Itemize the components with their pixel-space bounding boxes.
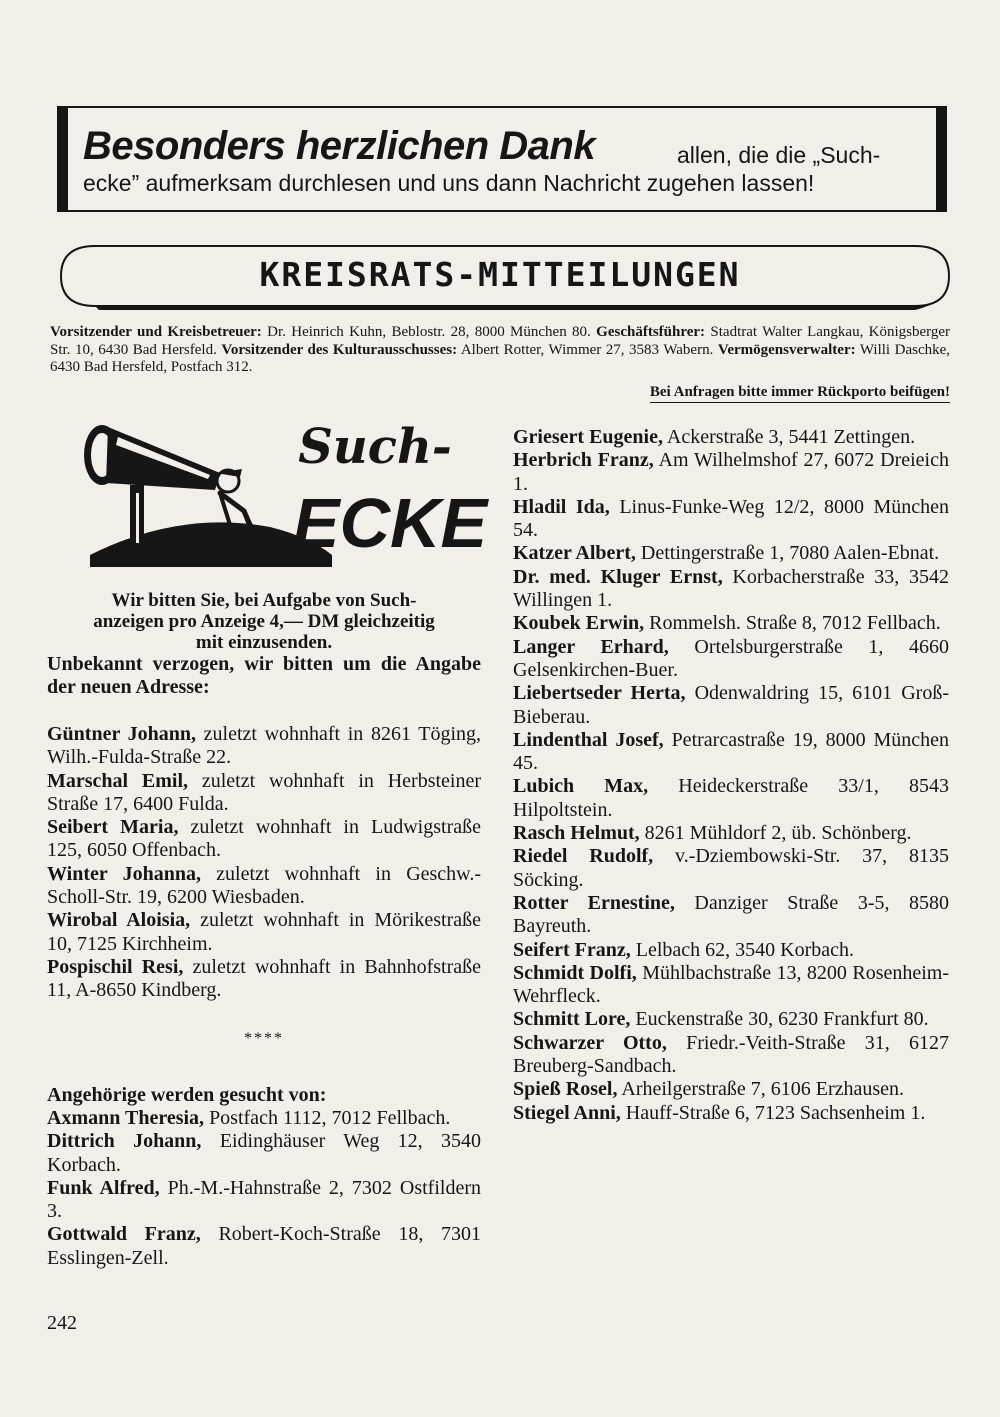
notice-line-1: Wir bitten Sie, bei Aufgabe von Such-: [111, 590, 417, 611]
assets-text: Willi Daschke, 6430 Bad Hersfeld, Postfach 312.: [50, 341, 951, 375]
chair-label: Vorsitzender und Kreisbetreuer:: [50, 324, 262, 340]
banner-text: ecke” aufmerksam durchlesen und uns dann Nachricht zugehen lassen!: [83, 170, 815, 196]
relatives-heading: Angehörige werden gesucht von:: [47, 1084, 327, 1106]
section-title: KREISRATS-MITTEILUNGEN: [259, 255, 741, 294]
list-item: Spieß Rosel, Arheilgerstraße 7, 6106 Erzhausen.: [513, 1078, 905, 1101]
manager-text: Stadtrat Walter Langkau, Königsberger Str. 10, 6430 Bad Hersfeld.: [50, 324, 951, 358]
relatives-list-left: [47, 1107, 481, 1270]
list-item: Marschal Emil, zuletzt wohnhaft in Herbsteiner Straße 17, 6400 Fulda.: [47, 769, 482, 815]
list-item: Schwarzer Otto, Friedr.-Veith-Straße 31, 6127 Breuberg-Sandbach.: [513, 1031, 949, 1078]
list-item: Winter Johanna, zuletzt wohnhaft in Geschw.-Scholl-Str. 19, 6200 Wiesbaden.: [47, 862, 481, 909]
list-item: Axmann Theresia, Postfach 1112, 7012 Fellbach.: [47, 1107, 451, 1129]
banner-lead: allen, die die „Such-: [677, 142, 881, 168]
list-item: Güntner Johann, zuletzt wohnhaft in 8261 Töging, Wilh.-Fulda-Straße 22.: [47, 723, 481, 769]
officers-paragraph: [50, 324, 950, 377]
list-item: Seibert Maria, zuletzt wohnhaft in Ludwigstraße 125, 6050 Offenbach.: [47, 816, 481, 862]
list-item: Dr. med. Kluger Ernst, Korbacherstraße 33, 3542 Willingen 1.: [513, 565, 949, 612]
list-item: Lindenthal Josef, Petrarcastraße 19, 8000 München 45.: [513, 728, 949, 775]
list-item: Seifert Franz, Lelbach 62, 3540 Korbach.: [513, 938, 854, 961]
manager-label: Geschäftsführer:: [596, 324, 706, 340]
list-item: Riedel Rudolf, v.-Dziembowski-Str. 37, 8135 Söcking.: [513, 845, 949, 891]
notice-line-2: anzeigen pro Anzeige 4,— DM gleichzeitig: [93, 611, 435, 632]
list-item: Langer Erhard, Ortelsburgerstraße 1, 4660 Gelsenkirchen-Buer.: [513, 635, 950, 681]
culture-text: Albert Rotter, Wimmer 27, 3583 Wabern.: [460, 341, 714, 358]
culture-label: Vorsitzender des Kulturausschusses:: [221, 341, 458, 358]
list-item: Wirobal Aloisia, zuletzt wohnhaft in Mörikestraße 10, 7125 Kirchheim.: [47, 909, 482, 955]
list-item: Liebertseder Herta, Odenwaldring 15, 6101 Groß-Bieberau.: [513, 682, 949, 728]
list-item: Pospischil Resi, zuletzt wohnhaft in Bahnhofstraße 11, A-8650 Kindberg.: [47, 955, 482, 1002]
list-item: Lubich Max, Heideckerstraße 33/1, 8543 Hilpoltstein.: [513, 775, 949, 821]
banner-title: Besonders herzlichen Dank: [83, 124, 596, 168]
list-item: Rasch Helmut, 8261 Mühldorf 2, üb. Schönberg.: [513, 822, 912, 845]
separator: ****: [244, 1030, 284, 1047]
list-item: Dittrich Johann, Eidinghäuser Weg 12, 3540 Korbach.: [47, 1130, 481, 1176]
list-item: Koubek Erwin, Rommelsh. Straße 8, 7012 Fellbach.: [513, 612, 941, 635]
notice-block: [47, 590, 481, 699]
list-item: Katzer Albert, Dettingerstraße 1, 7080 Aalen-Ebnat.: [513, 542, 940, 565]
logo-ecke-text: ECKE: [292, 484, 488, 562]
list-item: Rotter Ernestine, Danziger Straße 3-5, 8580 Bayreuth.: [513, 891, 949, 938]
list-item: Griesert Eugenie, Ackerstraße 3, 5441 Zettingen.: [513, 426, 916, 448]
list-item: Schmitt Lore, Euckenstraße 30, 6230 Frankfurt 80.: [513, 1008, 929, 1031]
chair-text: Dr. Heinrich Kuhn, Beblostr. 28, 8000 München 80.: [267, 324, 591, 340]
postage-note: Bei Anfragen bitte immer Rückporto beifügen!: [650, 384, 950, 403]
notice-line-4: Unbekannt verzogen, wir bitten um die Angabe der neuen Adresse:: [47, 653, 481, 698]
list-item: Hladil Ida, Linus-Funke-Weg 12/2, 8000 München 54.: [513, 495, 950, 542]
notice-line-3: mit einzusenden.: [195, 632, 333, 653]
list-item: Stiegel Anni, Hauff-Straße 6, 7123 Sachsenheim 1.: [513, 1101, 926, 1124]
relatives-list-right: [513, 426, 949, 1125]
assets-label: Vermögensverwalter:: [717, 341, 856, 358]
such-ecke-logo: [70, 415, 490, 585]
list-item: Gottwald Franz, Robert-Koch-Straße 18, 7301 Esslingen-Zell.: [47, 1223, 482, 1269]
page-number: 242: [47, 1312, 77, 1334]
unknown-moved-list: [47, 723, 481, 1003]
list-item: Herbrich Franz, Am Wilhelmshof 27, 6072 Dreieich 1.: [513, 449, 949, 495]
logo-script-text: Such-: [298, 419, 452, 475]
list-item: Schmidt Dolfi, Mühlbachstraße 13, 8200 Rosenheim-Wehrfleck.: [513, 961, 950, 1008]
list-item: Funk Alfred, Ph.-M.-Hahnstraße 2, 7302 Ostfildern 3.: [47, 1176, 481, 1223]
